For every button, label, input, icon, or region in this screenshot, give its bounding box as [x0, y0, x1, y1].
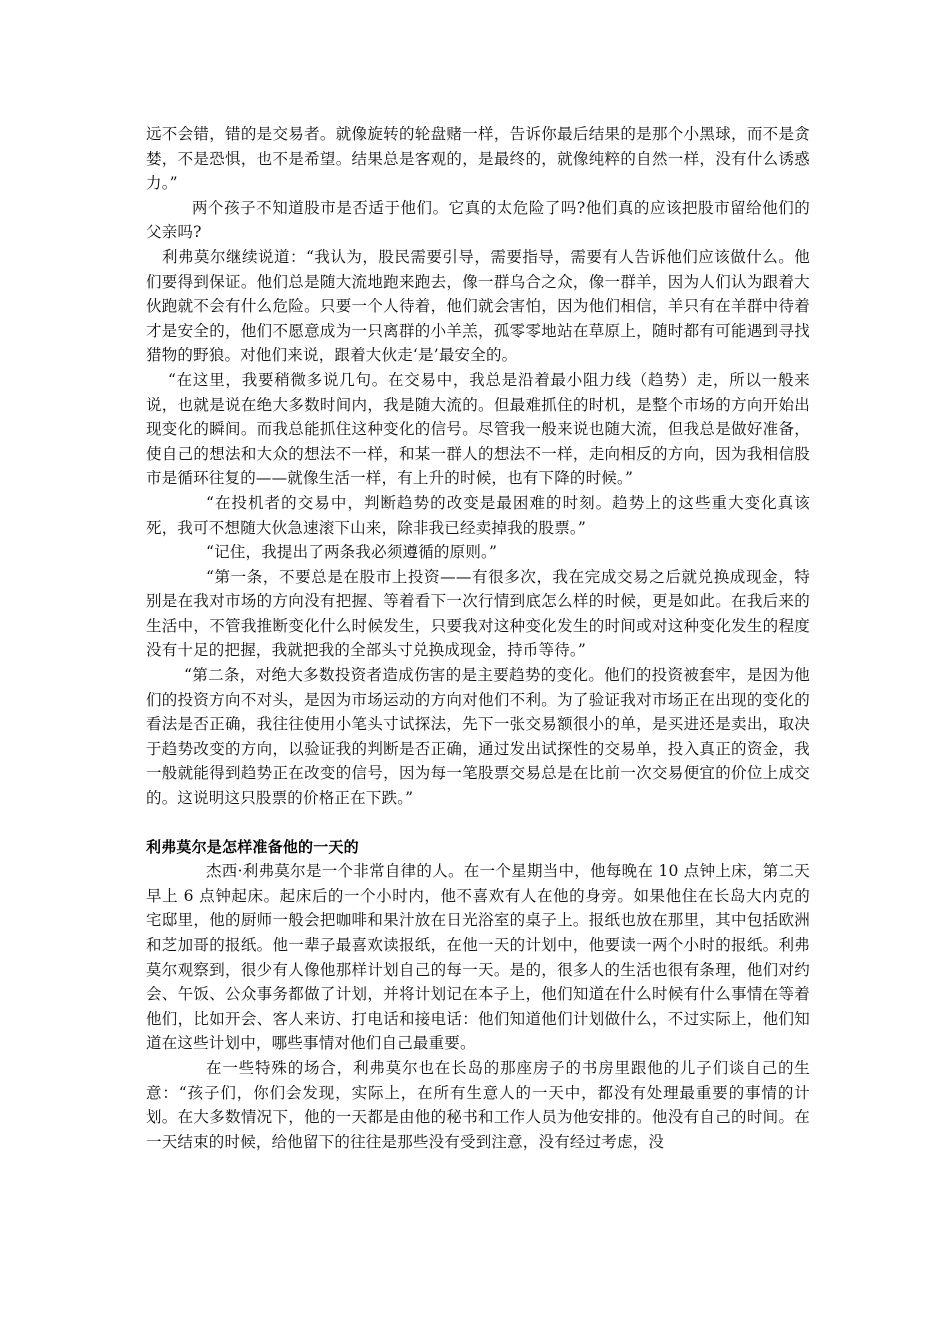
- paragraph-two-principles: “记住，我提出了两条我必须遵循的原则。”: [206, 543, 498, 562]
- section-heading: 利弗莫尔是怎样准备他的一天的: [146, 837, 359, 856]
- paragraph-principle-one: “第一条，不要总是在股市上投资——有很多次，我在完成交易之后就兑换成现金，特别是在我对市场的方向没有把握、等着看下一次行情到底怎么样的时候，更是如此。在我后来的生活中，不管我推断变化什么时候发生，只要我对这种变化发生的时间或对这种变化发生的程度没有十足的把握，我就把我的全部头寸兑换成现金，持币等待。”: [146, 567, 810, 660]
- paragraph-speculator-trend: “在投机者的交易中，判断趋势的改变是最困难的时刻。趋势上的这些重大变化真该死，我可不想随大伙急速滚下山来，除非我已经卖掉我的股票。”: [146, 493, 810, 537]
- paragraph-children-question: 两个孩子不知道股市是否适于他们。它真的太危险了吗?他们真的应该把股市留给他们的父亲吗?: [146, 198, 810, 242]
- document-page: [146, 122, 810, 1154]
- paragraph-trend-change: “在这里，我要稍微多说几句。在交易中，我总是沿着最小阻力线（趋势）走，所以一般来说，也就是说在绝大多数时间内，我是随大流的。但最难抓住的时机，是整个市场的方向开始出现变化的瞬间。而我总能抓住这种变化的信号。尽管我一般来说也随大流，但我总是做好准备，使自己的想法和大众的想法不一样，和某一群人的想法不一样，走向相反的方向，因为我相信股市是循环往复的——就像生活一样，有上升的时候，也有下降的时候。”: [146, 370, 810, 488]
- paragraph-principle-two: “第二条，对绝大多数投资者造成伤害的是主要趋势的变化。他们的投资被套牢，是因为他们的投资方向不对头，是因为市场运动的方向对他们不利。为了验证我对市场正在出现的变化的看法是否正确，我往往使用小笔头寸试探法，先下一张交易额很小的单，是买进还是卖出，取决于趋势改变的方向，以验证我的判断是否正确，通过发出试探性的交易单，投入真正的资金，我一般就能得到趋势正在改变的信号，因为每一笔股票交易总是在比前一次交易便宜的价位上成交的。这说明这只股票的价格正在下跌。”: [146, 666, 810, 808]
- paragraph-continuation: 远不会错，错的是交易者。就像旋转的轮盘赌一样，告诉你最后结果的是那个小黑球，而不是贪婪，不是恐惧，也不是希望。结果总是客观的，是最终的，就像纯粹的自然一样，没有什么诱惑力。”: [146, 125, 810, 193]
- paragraph-talk-with-sons: 在一些特殊的场合，利弗莫尔也在长岛的那座房子的书房里跟他的儿子们谈自己的生意：“孩子们，你们会发现，实际上，在所有生意人的一天中，都没有处理最重要的事情的计划。在大多数情况下，他的一天都是由他的秘书和工作人员为他安排的。他没有自己的时间。在一天结束的时候，给他留下的往往是那些没有受到注意，没有经过考虑，没: [146, 1058, 810, 1151]
- section-spacer: [146, 811, 810, 835]
- paragraph-livermore-continues: 利弗莫尔继续说道：“我认为，股民需要引导，需要指导，需要有人告诉他们应该做什么。他们要得到保证。他们总是随大流地跑来跑去，像一群乌合之众，像一群羊，因为人们认为跟着大伙跑就不会有什么危险。只要一个人待着，他们就会害怕，因为他们相信，羊只有在羊群中待着才是安全的，他们不愿意成为一只离群的小羊羔，孤零零地站在草原上，随时都有可能遇到寻找猎物的野狼。对他们来说，跟着大伙走‘是’最安全的。: [146, 247, 810, 365]
- paragraph-daily-routine: 杰西·利弗莫尔是一个非常自律的人。在一个星期当中，他每晚在 10 点钟上床，第二天早上 6 点钟起床。起床后的一个小时内，他不喜欢有人在他的身旁。如果他住在长岛大内克的宅邸里，他的厨师一般会把咖啡和果汁放在日光浴室的桌子上。报纸也放在那里，其中包括欧洲和芝加哥的报纸。他一辈子最喜欢读报纸，在他一天的计划中，他要读一两个小时的报纸。利弗莫尔观察到，很少有人像他那样计划自己的每一天。是的，很多人的生活也很有条理，他们对约会、午饭、公众事务都做了计划，并将计划记在本子上，他们知道在什么时候有什么事情在等着他们，比如开会、客人来访、打电话和接电话：他们知道他们计划做什么，不过实际上，他们知道在这些计划中，哪些事情对他们自己最重要。: [146, 862, 810, 1053]
